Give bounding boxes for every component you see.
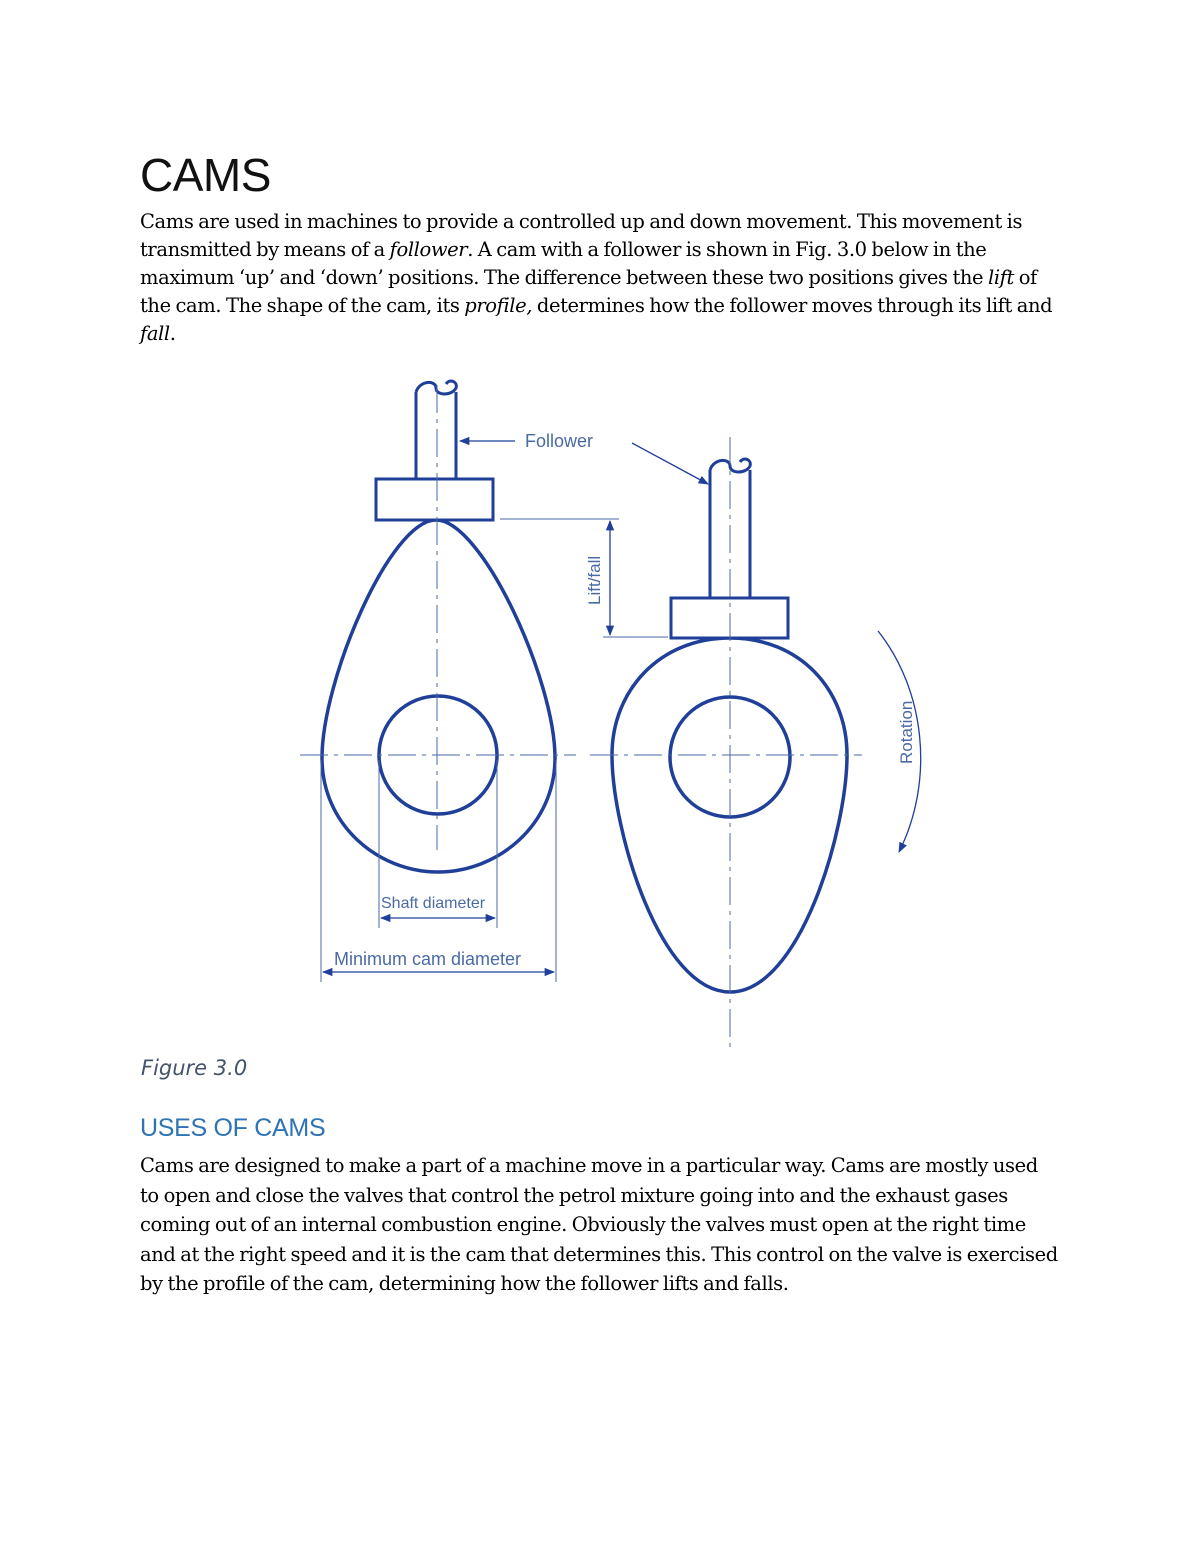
profile-term: profile, bbox=[464, 294, 533, 317]
follower-label: Follower bbox=[525, 431, 594, 451]
rotation-label: Rotation bbox=[897, 700, 916, 764]
left-follower-stem bbox=[416, 392, 456, 479]
page-title: CAMS bbox=[140, 149, 271, 201]
intro-text-2: . A cam with a follower is shown in Fig. 3.0 below in the maximum ‘up’ and ‘down’ positions. The difference between these two positions gives the bbox=[140, 238, 988, 289]
lift-fall-label: Lift/fall bbox=[585, 555, 604, 605]
uses-paragraph: Cams are designed to make a part of a machine move in a particular way. Cams are mostly used to open and close the valves that control the petrol mixture going into and the exhaust gases coming out of an internal combustion engine. Obviously the valves must open at the right time and at the right speed and it is the cam that determines this. This control on the valve is exercised by the profile of the cam, determining how the follower lifts and falls. bbox=[140, 1154, 1058, 1296]
figure-caption: Figure 3.0 bbox=[141, 1056, 248, 1080]
cam-figure bbox=[140, 352, 1070, 1052]
shaft-diameter-label: Shaft diameter bbox=[381, 895, 486, 912]
lift-term: lift bbox=[987, 266, 1014, 289]
fall-term: fall bbox=[140, 322, 170, 345]
right-cam-group bbox=[590, 437, 862, 1052]
cam-diagram bbox=[140, 352, 1070, 1052]
intro-text-5: . bbox=[169, 322, 176, 345]
intro-text-1: Cams are used in machines to provide a controlled up and down movement. This movement is transmitted by means of a bbox=[140, 210, 1023, 261]
intro-paragraph bbox=[140, 208, 1060, 348]
uses-heading: USES OF CAMS bbox=[140, 1114, 326, 1142]
min-cam-diameter-label: Minimum cam diameter bbox=[334, 949, 522, 969]
follower-term: follower bbox=[389, 238, 468, 261]
left-follower-base bbox=[376, 479, 493, 520]
intro-text-4: determines how the follower moves through its lift and bbox=[532, 294, 1053, 317]
intro-text-3: of the cam. The shape of the cam, its bbox=[140, 266, 1037, 317]
left-stem-break bbox=[416, 381, 456, 394]
left-cam-group bbox=[300, 381, 576, 872]
follower-leader-right bbox=[632, 443, 708, 484]
